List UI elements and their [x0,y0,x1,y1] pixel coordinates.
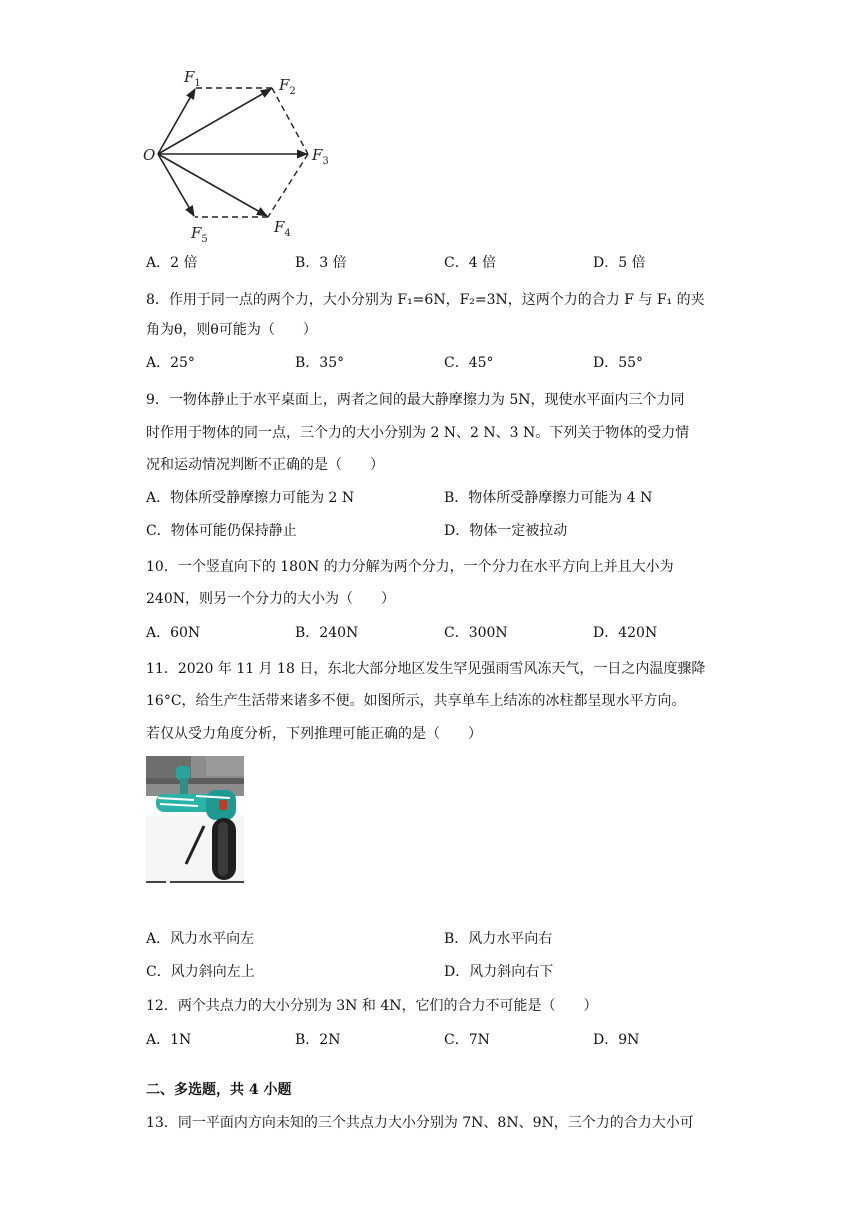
q9-stem-line1: 9．一物体静止于水平桌面上，两者之间的最大静摩擦力为 5N，现使水平面内三个力同 [146,392,685,408]
q13-stem-line1: 13．同一平面内方向未知的三个共点力大小分别为 7N、8N、9N，三个力的合力大小可 [146,1115,694,1131]
q11-stem-line2: 16°C，给生产生活带来诸多不便。如图所示，共享单车上结冻的冰柱都呈现水平方向。 [146,693,686,709]
q12-option-d[interactable]: D．9N [593,1032,640,1048]
q8-option-c[interactable]: C．45° [444,355,494,371]
q12-stem-line1: 12．两个共点力的大小分别为 3N 和 4N，它们的合力不可能是（ ） [146,998,598,1014]
force-diagram [140,60,340,250]
q9-option-a[interactable]: A．物体所受静摩擦力可能为 2 N [146,490,355,506]
q10-option-d[interactable]: D．420N [593,625,658,641]
q10-option-c[interactable]: C．300N [444,625,508,641]
force-f5-arrow [158,154,194,216]
q11-option-c[interactable]: C．风力斜向左上 [146,964,255,980]
f5-label: $F_5$ [191,224,208,245]
q12-option-b[interactable]: B．2N [295,1032,341,1048]
q10-option-b[interactable]: B．240N [295,625,359,641]
q7-option-c[interactable]: C．4 倍 [444,255,497,271]
q11-option-a[interactable]: A．风力水平向左 [146,931,255,947]
f3-label: $F_3$ [312,146,329,167]
q8-option-a[interactable]: A．25° [146,355,195,371]
section-2-heading: 二、多选题，共 4 小题 [146,1082,292,1098]
q8-option-d[interactable]: D．55° [593,355,644,371]
edge-f3-f4 [268,154,308,217]
f1-label: $F_1$ [184,68,201,89]
bicycle-photo [146,756,244,883]
q8-stem-line1: 8．作用于同一点的两个力，大小分别为 F₁=6N，F₂=3N，这两个力的合力 F 与 F₁ 的夹 [146,292,705,308]
q8-stem-line2: 角为θ，则θ可能为（ ） [146,322,317,338]
q9-stem-line2: 时作用于物体的同一点，三个力的大小分别为 2 N、2 N、3 N。下列关于物体的受力情 [146,425,690,441]
q12-option-a[interactable]: A．1N [146,1032,192,1048]
q10-option-a[interactable]: A．60N [146,625,201,641]
q11-option-b[interactable]: B．风力水平向右 [444,931,553,947]
q9-option-c[interactable]: C．物体可能仍保持静止 [146,523,297,539]
q10-stem-line2: 240N，则另一个分力的大小为（ ） [146,591,395,607]
force-f4-arrow [158,154,267,216]
q9-stem-line3: 况和运动情况判断不正确的是（ ） [146,457,384,473]
q10-stem-line1: 10．一个竖直向下的 180N 的力分解为两个分力，一个分力在水平方向上并且大小为 [146,559,674,575]
q11-stem-line3: 若仅从受力角度分析，下列推理可能正确的是（ ） [146,726,482,742]
q11-stem-line1: 11．2020 年 11 月 18 日，东北大部分地区发生罕见强雨雪风冻天气，一日之内温度骤降 [146,661,706,677]
q9-option-d[interactable]: D．物体一定被拉动 [444,523,568,539]
origin-label: O [143,146,156,164]
q7-option-d[interactable]: D．5 倍 [593,255,646,271]
force-f2-arrow [158,89,271,154]
q7-option-a[interactable]: A．2 倍 [146,255,198,271]
f2-label: $F_2$ [279,76,296,97]
dashed-edges [195,88,308,217]
q11-option-d[interactable]: D．风力斜向右下 [444,964,554,980]
f4-label: $F_4$ [274,218,291,239]
q7-option-b[interactable]: B．3 倍 [295,255,347,271]
edge-f2-f3 [272,88,308,154]
q9-option-b[interactable]: B．物体所受静摩擦力可能为 4 N [444,490,653,506]
q8-option-b[interactable]: B．35° [295,355,345,371]
q12-option-c[interactable]: C．7N [444,1032,490,1048]
